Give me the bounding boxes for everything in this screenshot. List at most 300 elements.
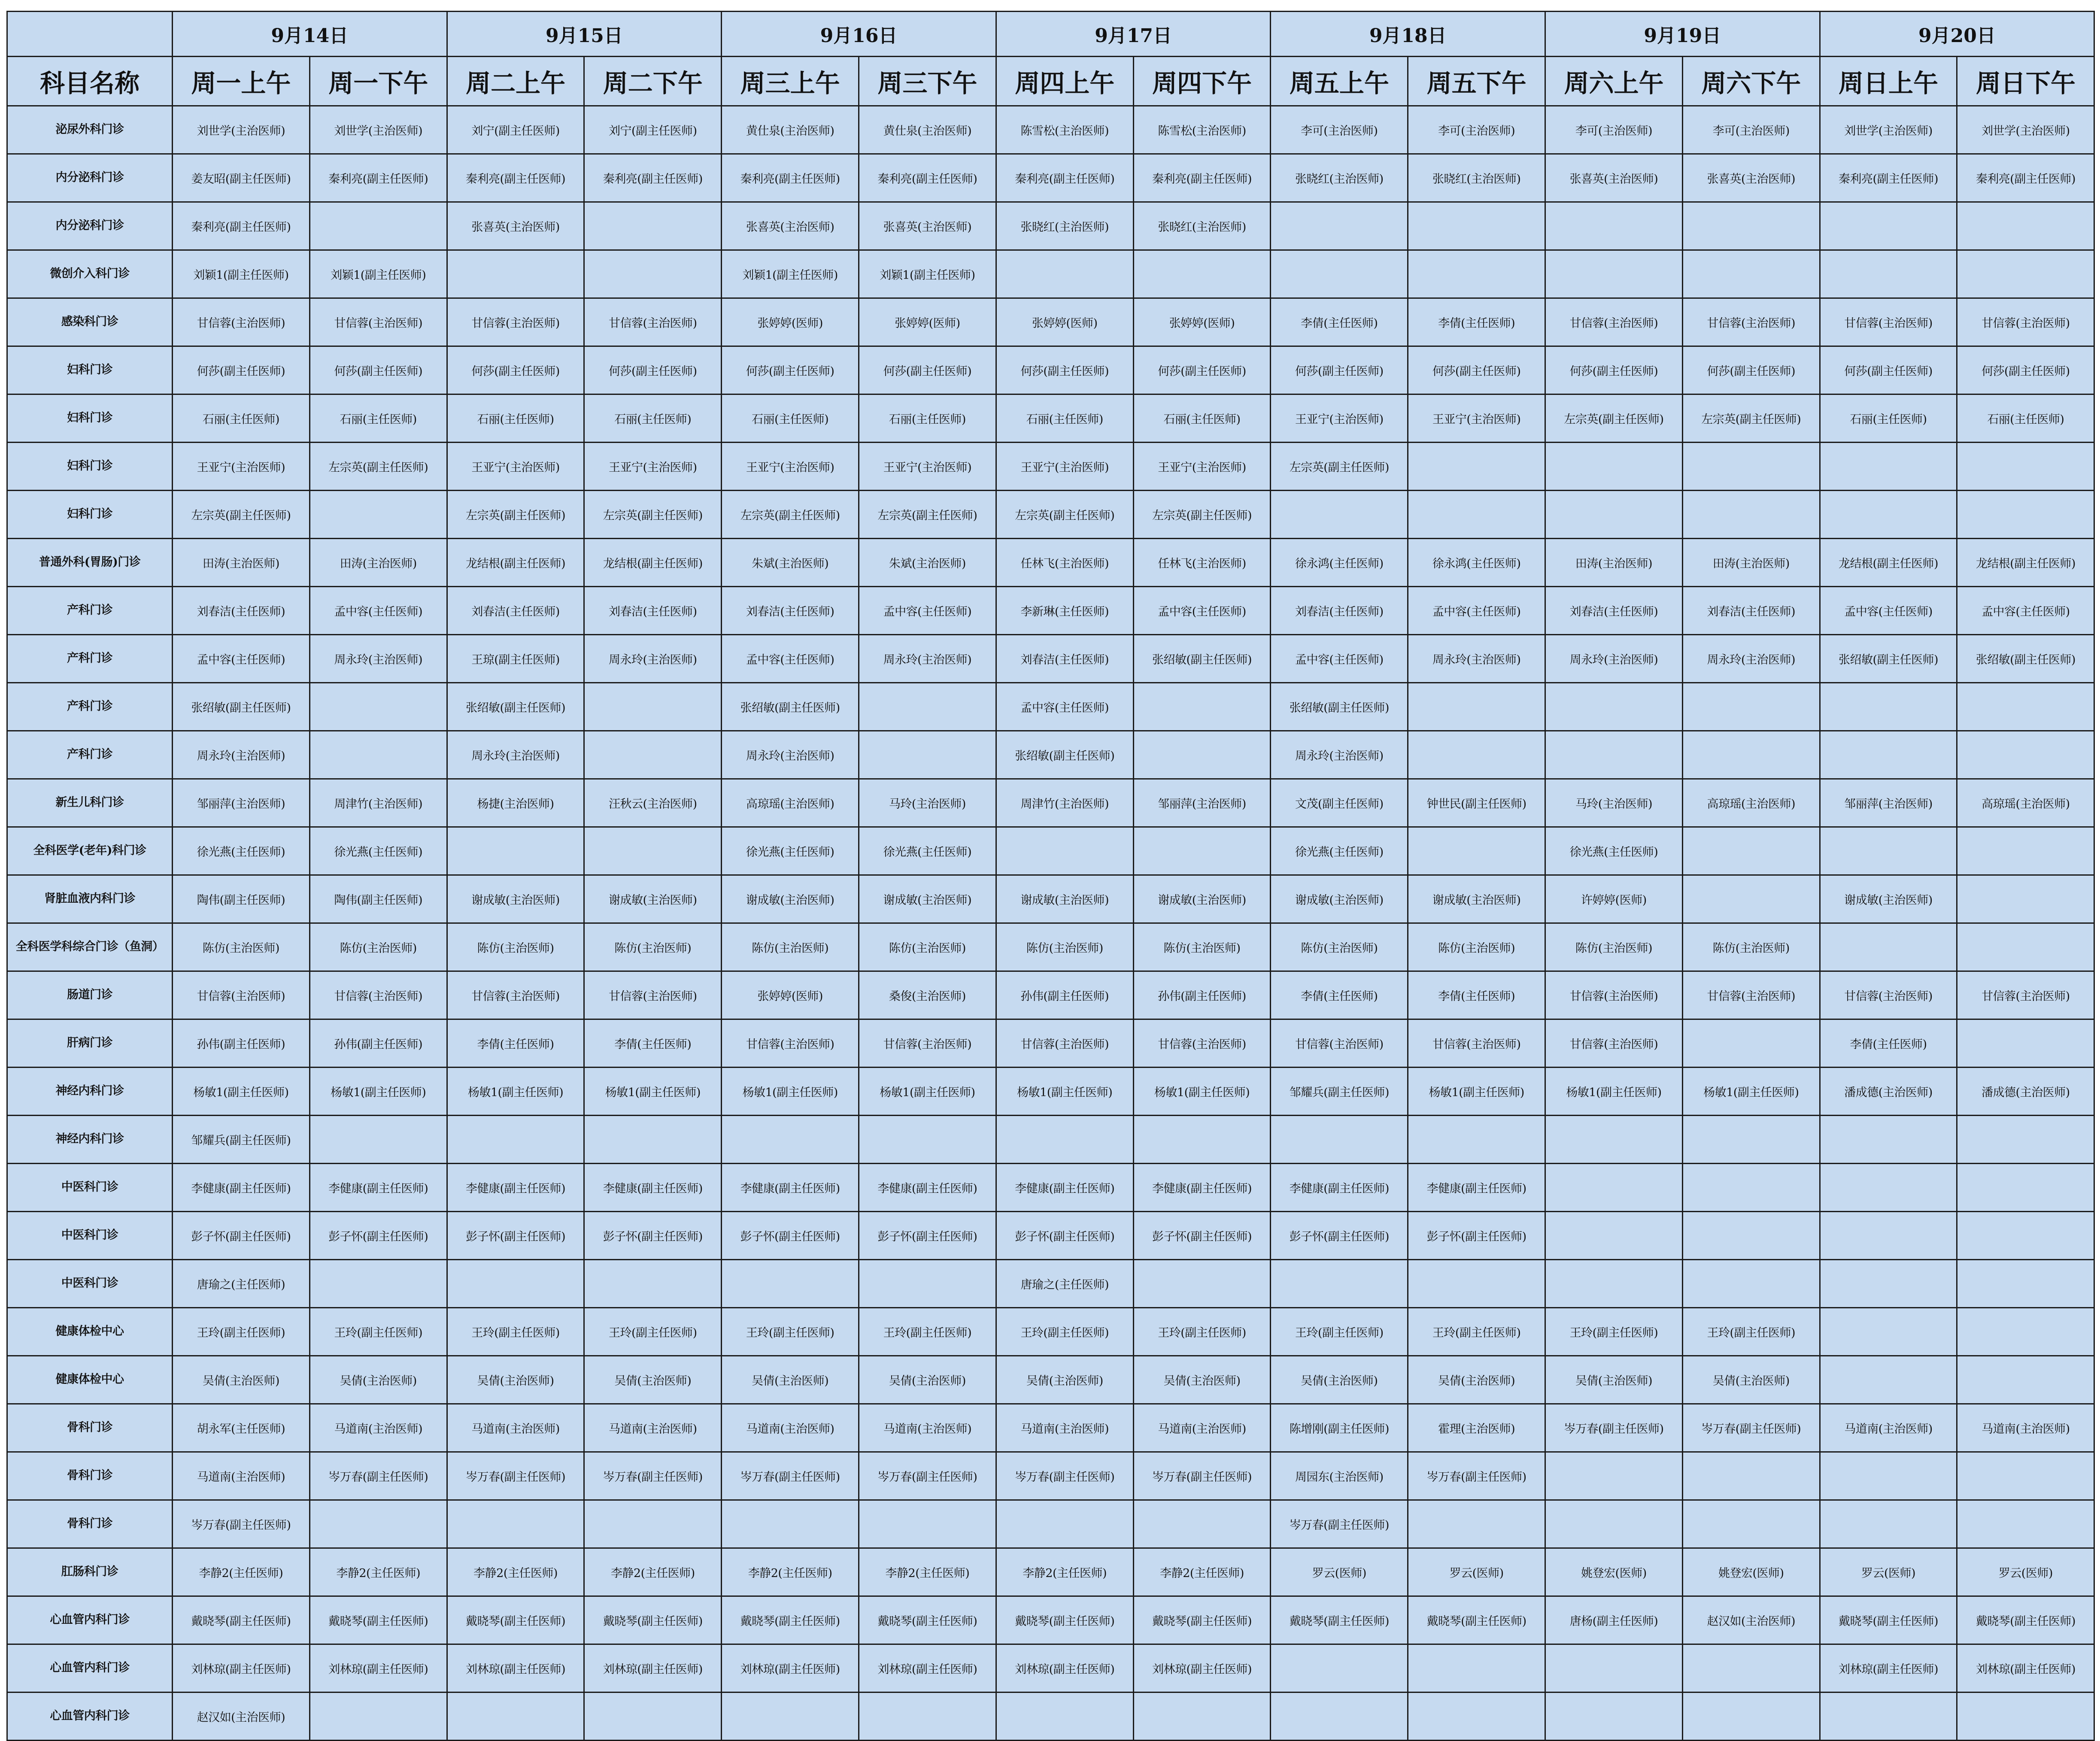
doctor-cell: 甘信蓉(主治医师)	[584, 971, 722, 1019]
doctor-cell	[996, 1692, 1133, 1741]
header-corner	[7, 12, 173, 57]
doctor-cell: 何莎(副主任医师)	[447, 346, 584, 394]
slot-header: 周二上午	[447, 57, 584, 106]
schedule-row	[7, 1116, 2094, 1164]
doctor-cell: 何莎(副主任医师)	[1271, 346, 1408, 394]
doctor-cell: 杨敏1(副主任医师)	[1545, 1068, 1683, 1116]
doctor-cell: 左宗英(副主任医师)	[859, 491, 996, 539]
doctor-cell: 李静2(主任医师)	[447, 1548, 584, 1596]
doctor-cell	[1957, 731, 2094, 779]
doctor-cell: 马道南(主治医师)	[584, 1404, 722, 1452]
doctor-cell: 秦利亮(副主任医师)	[310, 154, 447, 202]
doctor-cell: 何莎(副主任医师)	[1545, 346, 1683, 394]
doctor-cell: 桑俊(主治医师)	[859, 971, 996, 1019]
doctor-cell	[1820, 1260, 1957, 1308]
doctor-cell: 李倩(主任医师)	[1271, 971, 1408, 1019]
doctor-cell: 黄仕泉(主治医师)	[722, 106, 859, 154]
department-name: 妇科门诊	[7, 443, 173, 491]
doctor-cell	[447, 1260, 584, 1308]
schedule-row	[7, 587, 2094, 635]
doctor-cell: 马道南(主治医师)	[722, 1404, 859, 1452]
slot-header: 周日下午	[1957, 57, 2094, 106]
schedule-row	[7, 1452, 2094, 1500]
doctor-cell: 高琼瑶(主治医师)	[1682, 779, 1820, 827]
doctor-cell: 刘颖1(副主任医师)	[722, 250, 859, 298]
doctor-cell	[1820, 1212, 1957, 1260]
doctor-cell: 周永玲(主治医师)	[1545, 635, 1683, 683]
doctor-cell	[1820, 731, 1957, 779]
doctor-cell: 何莎(副主任医师)	[584, 346, 722, 394]
doctor-cell: 刘世学(主治医师)	[1820, 106, 1957, 154]
department-name: 心血管内科门诊	[7, 1596, 173, 1644]
doctor-cell: 张喜英(主治医师)	[1682, 154, 1820, 202]
doctor-cell: 周永玲(主治医师)	[1271, 731, 1408, 779]
date-header: 9月14日	[173, 12, 447, 57]
doctor-cell: 陈雪松(主治医师)	[996, 106, 1133, 154]
schedule-row	[7, 443, 2094, 491]
doctor-cell: 罗云(医师)	[1957, 1548, 2094, 1596]
doctor-cell: 李新琳(主任医师)	[996, 587, 1133, 635]
doctor-cell: 戴晓琴(副主任医师)	[1271, 1596, 1408, 1644]
date-row	[7, 12, 2094, 57]
doctor-cell: 甘信蓉(主治医师)	[722, 1019, 859, 1068]
doctor-cell	[859, 1116, 996, 1164]
doctor-cell	[1957, 1164, 2094, 1212]
department-name: 肝病门诊	[7, 1019, 173, 1068]
doctor-cell: 刘春洁(主任医师)	[996, 635, 1133, 683]
doctor-cell: 岑万春(副主任医师)	[1682, 1404, 1820, 1452]
doctor-cell	[1545, 1644, 1683, 1692]
doctor-cell: 岑万春(副主任医师)	[859, 1452, 996, 1500]
doctor-cell: 谢成敏(主治医师)	[1820, 875, 1957, 923]
doctor-cell: 马道南(主治医师)	[1133, 1404, 1271, 1452]
doctor-cell: 甘信蓉(主治医师)	[1271, 1019, 1408, 1068]
doctor-cell	[1820, 923, 1957, 971]
doctor-cell	[1545, 683, 1683, 731]
doctor-cell: 彭子怀(副主任医师)	[859, 1212, 996, 1260]
doctor-cell	[310, 1116, 447, 1164]
doctor-cell: 谢成敏(主治医师)	[1271, 875, 1408, 923]
doctor-cell	[1682, 202, 1820, 250]
doctor-cell	[859, 1500, 996, 1548]
doctor-cell	[584, 731, 722, 779]
doctor-cell: 张晓红(主治医师)	[1271, 154, 1408, 202]
doctor-cell: 何莎(副主任医师)	[1957, 346, 2094, 394]
doctor-cell	[310, 1500, 447, 1548]
slot-header: 周二下午	[584, 57, 722, 106]
doctor-cell	[996, 250, 1133, 298]
doctor-cell	[584, 683, 722, 731]
doctor-cell: 邹丽萍(主治医师)	[1820, 779, 1957, 827]
doctor-cell: 张晓红(主治医师)	[1133, 202, 1271, 250]
doctor-cell: 甘信蓉(主治医师)	[1545, 298, 1683, 346]
doctor-cell: 刘颖1(副主任医师)	[859, 250, 996, 298]
slot-header: 周五上午	[1271, 57, 1408, 106]
doctor-cell: 潘成德(主治医师)	[1957, 1068, 2094, 1116]
doctor-cell: 刘春洁(主任医师)	[1682, 587, 1820, 635]
doctor-cell	[1957, 683, 2094, 731]
doctor-cell: 马道南(主治医师)	[1957, 1404, 2094, 1452]
dept-column-header: 科目名称	[7, 57, 173, 106]
doctor-cell: 李健康(副主任医师)	[310, 1164, 447, 1212]
doctor-cell	[1820, 1308, 1957, 1356]
doctor-cell: 任林飞(主治医师)	[996, 539, 1133, 587]
doctor-cell: 何莎(副主任医师)	[1133, 346, 1271, 394]
department-name: 全科医学科综合门诊（鱼洞）	[7, 923, 173, 971]
doctor-cell: 李倩(主任医师)	[1408, 298, 1545, 346]
department-name: 健康体检中心	[7, 1308, 173, 1356]
doctor-cell: 岑万春(副主任医师)	[1408, 1452, 1545, 1500]
doctor-cell: 王玲(副主任医师)	[173, 1308, 310, 1356]
doctor-cell: 赵汉如(主治医师)	[173, 1692, 310, 1741]
doctor-cell: 岑万春(副主任医师)	[1133, 1452, 1271, 1500]
doctor-cell: 甘信蓉(主治医师)	[173, 971, 310, 1019]
doctor-cell	[722, 1260, 859, 1308]
department-name: 全科医学(老年)科门诊	[7, 827, 173, 875]
doctor-cell: 陈增刚(副主任医师)	[1271, 1404, 1408, 1452]
doctor-cell: 彭子怀(副主任医师)	[1271, 1212, 1408, 1260]
doctor-cell: 岑万春(副主任医师)	[584, 1452, 722, 1500]
doctor-cell: 吴倩(主治医师)	[1682, 1356, 1820, 1404]
doctor-cell: 刘春洁(主任医师)	[1545, 587, 1683, 635]
doctor-cell: 秦利亮(副主任医师)	[996, 154, 1133, 202]
doctor-cell: 高琼瑶(主治医师)	[722, 779, 859, 827]
doctor-cell: 孟中容(主任医师)	[996, 683, 1133, 731]
doctor-cell	[1545, 1452, 1683, 1500]
doctor-cell: 孟中容(主任医师)	[1820, 587, 1957, 635]
department-name: 产科门诊	[7, 635, 173, 683]
doctor-cell: 龙结根(副主任医师)	[1820, 539, 1957, 587]
doctor-cell: 李倩(主任医师)	[447, 1019, 584, 1068]
doctor-cell: 周园东(主治医师)	[1271, 1452, 1408, 1500]
doctor-cell: 王亚宁(主治医师)	[173, 443, 310, 491]
doctor-cell: 李健康(副主任医师)	[859, 1164, 996, 1212]
doctor-cell	[1271, 491, 1408, 539]
doctor-cell	[1408, 250, 1545, 298]
slot-header: 周一上午	[173, 57, 310, 106]
doctor-cell: 甘信蓉(主治医师)	[173, 298, 310, 346]
date-header: 9月19日	[1545, 12, 1820, 57]
schedule-row	[7, 491, 2094, 539]
doctor-cell	[1957, 491, 2094, 539]
doctor-cell: 左宗英(副主任医师)	[1271, 443, 1408, 491]
doctor-cell	[1545, 1692, 1683, 1741]
doctor-cell: 石丽(主任医师)	[310, 394, 447, 443]
schedule-body	[7, 106, 2094, 1741]
date-header: 9月15日	[447, 12, 722, 57]
doctor-cell: 刘春洁(主任医师)	[1271, 587, 1408, 635]
doctor-cell: 甘信蓉(主治医师)	[584, 298, 722, 346]
department-name: 微创介入科门诊	[7, 250, 173, 298]
doctor-cell: 罗云(医师)	[1820, 1548, 1957, 1596]
doctor-cell	[1545, 1116, 1683, 1164]
doctor-cell	[1820, 443, 1957, 491]
doctor-cell: 刘林琼(副主任医师)	[1957, 1644, 2094, 1692]
doctor-cell: 张绍敏(副主任医师)	[1957, 635, 2094, 683]
doctor-cell: 张绍敏(副主任医师)	[1133, 635, 1271, 683]
department-name: 妇科门诊	[7, 491, 173, 539]
doctor-cell: 唐瑜之(主任医师)	[173, 1260, 310, 1308]
doctor-cell: 杨敏1(副主任医师)	[584, 1068, 722, 1116]
doctor-cell: 岑万春(副主任医师)	[173, 1500, 310, 1548]
doctor-cell	[1133, 731, 1271, 779]
doctor-cell: 秦利亮(副主任医师)	[447, 154, 584, 202]
doctor-cell: 李倩(主任医师)	[1820, 1019, 1957, 1068]
department-name: 妇科门诊	[7, 346, 173, 394]
schedule-row	[7, 1404, 2094, 1452]
doctor-cell	[859, 1692, 996, 1741]
doctor-cell	[1271, 250, 1408, 298]
doctor-cell	[447, 827, 584, 875]
doctor-cell: 李健康(副主任医师)	[1133, 1164, 1271, 1212]
date-header: 9月17日	[996, 12, 1271, 57]
doctor-cell: 张绍敏(副主任医师)	[1820, 635, 1957, 683]
doctor-cell	[996, 1500, 1133, 1548]
doctor-cell	[310, 1692, 447, 1741]
doctor-cell: 谢成敏(主治医师)	[1408, 875, 1545, 923]
doctor-cell: 陈仿(主治医师)	[996, 923, 1133, 971]
doctor-cell	[1957, 250, 2094, 298]
schedule-row	[7, 1596, 2094, 1644]
doctor-cell: 田涛(主治医师)	[1682, 539, 1820, 587]
doctor-cell: 许婷婷(医师)	[1545, 875, 1683, 923]
doctor-cell: 邹耀兵(副主任医师)	[1271, 1068, 1408, 1116]
doctor-cell	[1682, 443, 1820, 491]
doctor-cell	[1957, 1308, 2094, 1356]
doctor-cell	[310, 731, 447, 779]
slot-header: 周五下午	[1408, 57, 1545, 106]
doctor-cell: 杨敏1(副主任医师)	[1408, 1068, 1545, 1116]
doctor-cell: 唐杨(副主任医师)	[1545, 1596, 1683, 1644]
department-name: 新生儿科门诊	[7, 779, 173, 827]
doctor-cell: 刘林琼(副主任医师)	[1820, 1644, 1957, 1692]
doctor-cell: 甘信蓉(主治医师)	[1545, 1019, 1683, 1068]
doctor-cell	[1545, 443, 1683, 491]
doctor-cell: 谢成敏(主治医师)	[1133, 875, 1271, 923]
doctor-cell	[447, 1692, 584, 1741]
doctor-cell: 潘成德(主治医师)	[1820, 1068, 1957, 1116]
doctor-cell: 孟中容(主任医师)	[859, 587, 996, 635]
schedule-row	[7, 394, 2094, 443]
doctor-cell: 周永玲(主治医师)	[584, 635, 722, 683]
doctor-cell: 何莎(副主任医师)	[722, 346, 859, 394]
doctor-cell: 邹丽萍(主治医师)	[173, 779, 310, 827]
doctor-cell: 张婷婷(医师)	[722, 298, 859, 346]
doctor-cell: 马道南(主治医师)	[996, 1404, 1133, 1452]
doctor-cell: 张晓红(主治医师)	[996, 202, 1133, 250]
doctor-cell: 吴倩(主治医师)	[447, 1356, 584, 1404]
doctor-cell: 杨敏1(副主任医师)	[722, 1068, 859, 1116]
doctor-cell: 吴倩(主治医师)	[173, 1356, 310, 1404]
doctor-cell	[1820, 1116, 1957, 1164]
schedule-row	[7, 202, 2094, 250]
doctor-cell: 杨敏1(副主任医师)	[310, 1068, 447, 1116]
doctor-cell: 何莎(副主任医师)	[1408, 346, 1545, 394]
doctor-cell	[584, 827, 722, 875]
doctor-cell	[1408, 491, 1545, 539]
doctor-cell: 孟中容(主任医师)	[1957, 587, 2094, 635]
doctor-cell: 谢成敏(主治医师)	[996, 875, 1133, 923]
doctor-cell	[1682, 1116, 1820, 1164]
schedule-row	[7, 827, 2094, 875]
doctor-cell	[447, 1500, 584, 1548]
doctor-cell: 周津竹(主治医师)	[996, 779, 1133, 827]
doctor-cell: 刘世学(主治医师)	[310, 106, 447, 154]
doctor-cell: 王玲(副主任医师)	[1133, 1308, 1271, 1356]
doctor-cell: 高琼瑶(主治医师)	[1957, 779, 2094, 827]
doctor-cell	[584, 1692, 722, 1741]
doctor-cell	[1408, 202, 1545, 250]
doctor-cell: 陈雪松(主治医师)	[1133, 106, 1271, 154]
doctor-cell: 黄仕泉(主治医师)	[859, 106, 996, 154]
doctor-cell: 杨敏1(副主任医师)	[1682, 1068, 1820, 1116]
doctor-cell: 李倩(主任医师)	[584, 1019, 722, 1068]
doctor-cell: 左宗英(副主任医师)	[1545, 394, 1683, 443]
doctor-cell: 王玲(副主任医师)	[1682, 1308, 1820, 1356]
doctor-cell: 李静2(主任医师)	[173, 1548, 310, 1596]
doctor-cell: 甘信蓉(主治医师)	[859, 1019, 996, 1068]
doctor-cell: 李健康(副主任医师)	[1271, 1164, 1408, 1212]
doctor-cell: 甘信蓉(主治医师)	[447, 971, 584, 1019]
department-name: 普通外科(胃肠)门诊	[7, 539, 173, 587]
doctor-cell: 周永玲(主治医师)	[1682, 635, 1820, 683]
doctor-cell: 甘信蓉(主治医师)	[1957, 971, 2094, 1019]
schedule-row	[7, 731, 2094, 779]
doctor-cell: 甘信蓉(主治医师)	[310, 298, 447, 346]
doctor-cell	[1957, 1500, 2094, 1548]
schedule-row	[7, 1692, 2094, 1741]
doctor-cell: 彭子怀(副主任医师)	[996, 1212, 1133, 1260]
doctor-cell: 王亚宁(主治医师)	[1133, 443, 1271, 491]
doctor-cell: 张婷婷(医师)	[1133, 298, 1271, 346]
doctor-cell: 文茂(副主任医师)	[1271, 779, 1408, 827]
doctor-cell: 刘林琼(副主任医师)	[1133, 1644, 1271, 1692]
doctor-cell: 刘颖1(副主任医师)	[310, 250, 447, 298]
doctor-cell: 戴晓琴(副主任医师)	[722, 1596, 859, 1644]
doctor-cell: 徐光燕(主任医师)	[859, 827, 996, 875]
doctor-cell: 张喜英(主治医师)	[1545, 154, 1683, 202]
doctor-cell: 秦利亮(副主任医师)	[1820, 154, 1957, 202]
doctor-cell	[1408, 1692, 1545, 1741]
schedule-row	[7, 106, 2094, 154]
schedule-row	[7, 1019, 2094, 1068]
doctor-cell	[1957, 1260, 2094, 1308]
doctor-cell: 李静2(主任医师)	[996, 1548, 1133, 1596]
doctor-cell: 杨敏1(副主任医师)	[1133, 1068, 1271, 1116]
doctor-cell: 刘林琼(副主任医师)	[310, 1644, 447, 1692]
doctor-cell: 秦利亮(副主任医师)	[584, 154, 722, 202]
doctor-cell	[1133, 250, 1271, 298]
doctor-cell	[1545, 1500, 1683, 1548]
doctor-cell: 孙伟(副主任医师)	[310, 1019, 447, 1068]
doctor-cell	[310, 683, 447, 731]
doctor-cell: 戴晓琴(副主任医师)	[584, 1596, 722, 1644]
doctor-cell: 张婷婷(医师)	[996, 298, 1133, 346]
doctor-cell: 龙结根(副主任医师)	[1957, 539, 2094, 587]
doctor-cell	[584, 1500, 722, 1548]
doctor-cell: 马道南(主治医师)	[859, 1404, 996, 1452]
doctor-cell: 何莎(副主任医师)	[173, 346, 310, 394]
doctor-cell	[1133, 1692, 1271, 1741]
doctor-cell: 戴晓琴(副主任医师)	[996, 1596, 1133, 1644]
doctor-cell	[1820, 1164, 1957, 1212]
doctor-cell: 姚登宏(医师)	[1545, 1548, 1683, 1596]
doctor-cell: 李静2(主任医师)	[1133, 1548, 1271, 1596]
doctor-cell: 刘春洁(主任医师)	[584, 587, 722, 635]
doctor-cell: 李可(主治医师)	[1271, 106, 1408, 154]
department-name: 产科门诊	[7, 683, 173, 731]
department-name: 神经内科门诊	[7, 1068, 173, 1116]
doctor-cell	[1682, 683, 1820, 731]
department-name: 中医科门诊	[7, 1260, 173, 1308]
doctor-cell: 石丽(主任医师)	[584, 394, 722, 443]
doctor-cell: 甘信蓉(主治医师)	[1820, 298, 1957, 346]
doctor-cell: 李健康(副主任医师)	[584, 1164, 722, 1212]
doctor-cell: 陈仿(主治医师)	[1133, 923, 1271, 971]
department-name: 内分泌科门诊	[7, 202, 173, 250]
doctor-cell: 李可(主治医师)	[1408, 106, 1545, 154]
doctor-cell: 岑万春(副主任医师)	[1545, 1404, 1683, 1452]
doctor-cell: 彭子怀(副主任医师)	[447, 1212, 584, 1260]
doctor-cell: 孟中容(主任医师)	[722, 635, 859, 683]
doctor-cell	[1682, 491, 1820, 539]
doctor-cell: 陈仿(主治医师)	[859, 923, 996, 971]
doctor-cell: 张绍敏(副主任医师)	[1271, 683, 1408, 731]
schedule-row	[7, 1356, 2094, 1404]
doctor-cell: 秦利亮(副主任医师)	[722, 154, 859, 202]
doctor-cell	[1682, 731, 1820, 779]
department-name: 产科门诊	[7, 587, 173, 635]
doctor-cell: 左宗英(副主任医师)	[1682, 394, 1820, 443]
doctor-cell: 刘春洁(主任医师)	[447, 587, 584, 635]
doctor-cell	[1682, 1212, 1820, 1260]
doctor-cell: 王玲(副主任医师)	[447, 1308, 584, 1356]
doctor-cell: 马道南(主治医师)	[173, 1452, 310, 1500]
doctor-cell: 吴倩(主治医师)	[859, 1356, 996, 1404]
doctor-cell: 戴晓琴(副主任医师)	[173, 1596, 310, 1644]
doctor-cell	[1957, 443, 2094, 491]
schedule-row	[7, 779, 2094, 827]
doctor-cell	[722, 1116, 859, 1164]
slot-header: 周六下午	[1682, 57, 1820, 106]
doctor-cell: 秦利亮(副主任医师)	[1133, 154, 1271, 202]
doctor-cell	[1957, 1019, 2094, 1068]
doctor-cell: 彭子怀(副主任医师)	[310, 1212, 447, 1260]
doctor-cell	[1545, 202, 1683, 250]
doctor-cell: 戴晓琴(副主任医师)	[1133, 1596, 1271, 1644]
doctor-cell	[1408, 827, 1545, 875]
doctor-cell: 姚登宏(医师)	[1682, 1548, 1820, 1596]
department-name: 中医科门诊	[7, 1212, 173, 1260]
slot-header: 周四下午	[1133, 57, 1271, 106]
doctor-cell: 陈仿(主治医师)	[1271, 923, 1408, 971]
slot-header: 周四上午	[996, 57, 1133, 106]
doctor-cell	[1271, 1260, 1408, 1308]
doctor-cell: 吴倩(主治医师)	[1545, 1356, 1683, 1404]
doctor-cell	[1271, 1692, 1408, 1741]
doctor-cell: 李健康(副主任医师)	[722, 1164, 859, 1212]
doctor-cell: 张晓红(主治医师)	[1408, 154, 1545, 202]
doctor-cell: 王亚宁(主治医师)	[584, 443, 722, 491]
schedule-row	[7, 683, 2094, 731]
doctor-cell: 任林飞(主治医师)	[1133, 539, 1271, 587]
doctor-cell	[1545, 1212, 1683, 1260]
doctor-cell: 彭子怀(副主任医师)	[1133, 1212, 1271, 1260]
doctor-cell	[1957, 1116, 2094, 1164]
doctor-cell	[859, 731, 996, 779]
doctor-cell: 徐光燕(主任医师)	[1545, 827, 1683, 875]
schedule-row	[7, 1260, 2094, 1308]
